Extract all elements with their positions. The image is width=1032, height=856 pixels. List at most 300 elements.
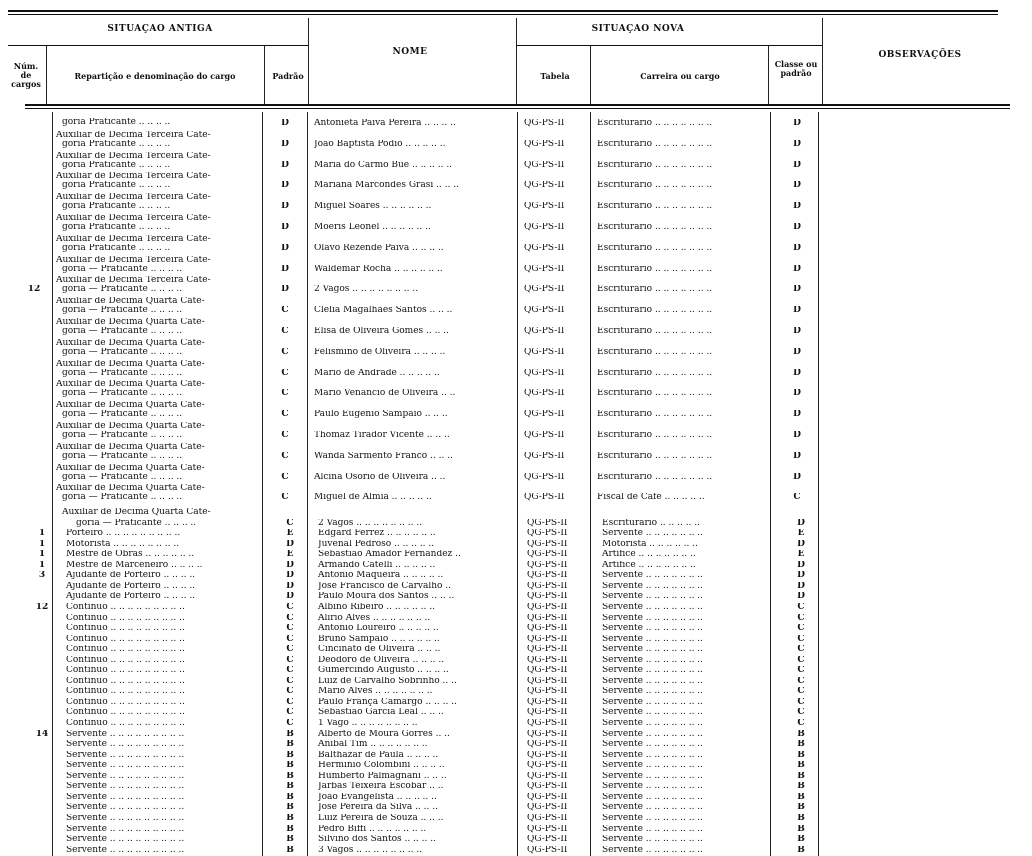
padrao-cell: C xyxy=(286,518,294,528)
padrao-cell: D xyxy=(281,264,289,274)
col-line-num xyxy=(46,46,47,104)
carreira-cell: Servente .. .. .. .. .. .. .. xyxy=(602,771,704,781)
num-cargos-cell: 1 xyxy=(38,550,46,560)
reparticao-cell: goria — Praticante .. .. .. .. xyxy=(76,518,197,528)
nome-cell: José Pereira da Silva .. .. .. xyxy=(318,803,438,813)
padrao-cell: D xyxy=(281,139,289,149)
tabela-cell: QG-PS-II xyxy=(524,389,565,399)
header-classe: Classe ou padrão xyxy=(774,59,818,78)
reparticao-cell: goria — Praticante .. .. .. .. xyxy=(62,389,183,398)
carreira-cell: Escriturário .. .. .. .. .. xyxy=(602,518,701,528)
reparticao-cell: Contínuo .. .. .. .. .. .. .. .. .. xyxy=(66,687,185,696)
classe-cell: B xyxy=(797,792,805,802)
padrao-cell: D xyxy=(281,285,289,295)
tabela-cell: QG-PS-II xyxy=(524,306,565,316)
classe-cell: D xyxy=(793,181,801,191)
reparticao-cell: Contínuo .. .. .. .. .. .. .. .. .. xyxy=(66,708,185,717)
col-line-classe xyxy=(822,18,823,104)
classe-cell: B xyxy=(797,782,805,792)
padrao-cell: D xyxy=(286,581,294,591)
padrao-cell: C xyxy=(286,666,294,676)
body-line-num xyxy=(52,112,53,856)
reparticao-cell: Auxiliar de Décima Quarta Cate- xyxy=(56,401,205,410)
carreira-cell: Escriturário .. .. .. .. .. .. .. xyxy=(597,327,713,336)
reparticao-cell: Contínuo .. .. .. .. .. .. .. .. .. xyxy=(66,666,185,675)
reparticao-cell: goria — Praticante .. .. .. .. xyxy=(62,451,183,461)
padrao-cell: C xyxy=(281,451,289,461)
reparticao-cell: Auxiliar de Décima Terceira Cate- xyxy=(56,130,211,140)
tabela-cell: QG-PS-II xyxy=(527,613,568,623)
classe-cell: D xyxy=(797,518,805,528)
carreira-cell: Escriturário .. .. .. .. .. .. .. xyxy=(597,368,713,378)
reparticao-cell: goria Praticante .. .. .. .. xyxy=(62,243,171,253)
carreira-cell: Escriturário .. .. .. .. .. .. .. xyxy=(597,264,713,274)
reparticao-cell: Auxiliar de Décima Quarta Cate- xyxy=(56,380,205,389)
carreira-cell: Escriturário .. .. .. .. .. .. .. xyxy=(597,389,713,399)
reparticao-cell: Auxiliar de Décima Quarta Cate- xyxy=(56,484,205,493)
classe-cell: C xyxy=(797,687,805,697)
padrao-cell: D xyxy=(286,539,294,549)
carreira-cell: Servente .. .. .. .. .. .. .. xyxy=(602,666,704,676)
classe-cell: C xyxy=(797,624,805,634)
header-nome: NOME xyxy=(392,47,428,57)
nome-cell: Mario de Andrade .. .. .. .. .. xyxy=(314,368,440,378)
padrao-cell: D xyxy=(281,181,289,191)
classe-cell: D xyxy=(793,389,801,399)
carreira-cell: Servente .. .. .. .. .. .. .. xyxy=(602,687,704,697)
nome-cell: Clélia Magalhães Santos .. .. .. xyxy=(314,306,453,316)
classe-cell: D xyxy=(793,472,801,482)
nome-cell: Bruno Sampaio .. .. .. .. .. .. xyxy=(318,634,440,644)
reparticao-cell: Auxiliar de Décima Terceira Cate- xyxy=(56,255,211,265)
header-tabela: Tabela xyxy=(540,71,570,81)
carreira-cell: Escriturário .. .. .. .. .. .. .. xyxy=(597,472,713,482)
reparticao-cell: Contínuo .. .. .. .. .. .. .. .. .. xyxy=(66,645,185,654)
carreira-cell: Servente .. .. .. .. .. .. .. xyxy=(602,835,704,845)
classe-cell: D xyxy=(793,160,801,170)
carreira-cell: Servente .. .. .. .. .. .. .. xyxy=(602,581,704,591)
classe-cell: B xyxy=(797,729,805,739)
body-line-carreira xyxy=(770,112,771,856)
tabela-cell: QG-PS-II xyxy=(524,368,565,378)
reparticao-cell: Servente .. .. .. .. .. .. .. .. .. xyxy=(66,813,185,823)
num-cargos-cell: 14 xyxy=(35,729,49,739)
nome-cell: João Baptista Pódio .. .. .. .. .. xyxy=(314,139,446,149)
nome-cell: Antonio Maqueira .. .. .. .. .. xyxy=(318,571,444,581)
nome-cell: Antonio Loureiro .. .. .. .. .. xyxy=(318,624,439,634)
reparticao-cell: Auxiliar de Décima Quarta Cate- xyxy=(56,338,205,348)
carreira-cell: Servente .. .. .. .. .. .. .. xyxy=(602,803,704,813)
padrao-cell: C xyxy=(286,687,294,697)
tabela-cell: QG-PS-II xyxy=(527,729,568,739)
reparticao-cell: Servente .. .. .. .. .. .. .. .. .. xyxy=(66,835,185,844)
padrao-cell: B xyxy=(286,771,294,781)
padrao-cell: B xyxy=(286,813,294,823)
carreira-cell: Escriturário .. .. .. .. .. .. .. xyxy=(597,410,713,420)
tabela-cell: QG-PS-II xyxy=(524,119,565,128)
padrao-cell: D xyxy=(286,560,294,570)
carreira-cell: Escriturário .. .. .. .. .. .. .. xyxy=(597,223,713,232)
padrao-cell: C xyxy=(281,493,289,503)
reparticao-cell: Ajudante de Porteiro .. .. .. .. xyxy=(66,571,196,580)
tabela-cell: QG-PS-II xyxy=(527,645,568,655)
carreira-cell: Servente .. .. .. .. .. .. .. xyxy=(602,697,704,707)
reparticao-cell: goria Praticante .. .. .. .. xyxy=(62,118,171,127)
carreira-cell: Escriturário .. .. .. .. .. .. .. xyxy=(597,160,713,170)
carreira-cell: Servente .. .. .. .. .. .. .. xyxy=(602,529,704,539)
nome-cell: Wanda Sarmento Franco .. .. .. xyxy=(314,451,453,461)
classe-cell: D xyxy=(797,571,805,581)
reparticao-cell: Servente .. .. .. .. .. .. .. .. .. xyxy=(66,782,185,791)
nome-cell: Maria do Carmo Buê .. .. .. .. .. xyxy=(314,160,453,170)
carreira-cell: Servente .. .. .. .. .. .. .. xyxy=(602,676,704,686)
tabela-cell: QG-PS-II xyxy=(527,634,568,644)
nome-cell: Paulo França Camargo .. .. .. .. xyxy=(318,697,457,707)
nome-cell: 2 Vagos .. .. .. .. .. .. .. .. xyxy=(318,518,423,528)
reparticao-cell: Servente .. .. .. .. .. .. .. .. .. xyxy=(66,792,185,802)
tabela-cell: QG-PS-II xyxy=(527,708,568,718)
reparticao-cell: goria — Praticante .. .. .. .. xyxy=(62,368,183,378)
nome-cell: Jarbas Teixeira Escobar .. .. xyxy=(318,782,444,792)
classe-cell: B xyxy=(797,750,805,760)
reparticao-cell: Contínuo .. .. .. .. .. .. .. .. .. xyxy=(66,634,185,644)
carreira-cell: Servente .. .. .. .. .. .. .. xyxy=(602,655,704,665)
classe-cell: D xyxy=(793,368,801,378)
num-cargos-cell: 1 xyxy=(38,529,46,539)
padrao-cell: C xyxy=(281,368,289,378)
classe-cell: C xyxy=(797,719,805,728)
padrao-cell: D xyxy=(281,243,289,253)
tabela-cell: QG-PS-II xyxy=(527,676,568,686)
reparticao-cell: Auxiliar de Décima Quarta Cate- xyxy=(56,318,205,327)
tabela-cell: QG-PS-II xyxy=(524,451,565,461)
classe-cell: D xyxy=(793,327,801,336)
padrao-cell: D xyxy=(281,202,289,212)
top-rule xyxy=(8,10,998,12)
tabela-cell: QG-PS-II xyxy=(524,410,565,420)
classe-cell: B xyxy=(797,740,805,750)
col-line-nome xyxy=(516,18,517,104)
padrao-cell: B xyxy=(286,729,294,739)
carreira-cell: Fiscal de Café .. .. .. .. .. xyxy=(597,493,705,503)
tabela-cell: QG-PS-II xyxy=(527,571,568,581)
header-mid-rule-left xyxy=(8,45,308,46)
padrao-cell: C xyxy=(281,389,289,399)
tabela-cell: QG-PS-II xyxy=(527,824,568,834)
body-line-reparticao xyxy=(262,112,263,856)
nome-cell: Mariana Marcondes Grasi .. .. .. xyxy=(314,181,459,191)
tabela-cell: QG-PS-II xyxy=(524,431,565,440)
carreira-cell: Servente .. .. .. .. .. .. .. xyxy=(602,571,704,581)
padrao-cell: C xyxy=(286,645,294,655)
tabela-cell: QG-PS-II xyxy=(527,761,568,771)
header-observacoes: OBSERVAÇÕES xyxy=(878,50,962,60)
padrao-cell: D xyxy=(286,592,294,602)
num-cargos-cell: 1 xyxy=(38,539,46,549)
padrao-cell: B xyxy=(286,740,294,750)
carreira-cell: Servente .. .. .. .. .. .. .. xyxy=(602,592,704,602)
carreira-cell: Escriturário .. .. .. .. .. .. .. xyxy=(597,431,713,440)
nome-cell: Edgard Ferrez .. .. .. .. .. .. xyxy=(318,529,436,539)
carreira-cell: Servente .. .. .. .. .. .. .. xyxy=(602,813,704,823)
header-situacao-nova: SITUAÇAO NOVA xyxy=(591,24,685,34)
nome-cell: Anibal Tim .. .. .. .. .. .. .. xyxy=(318,740,428,750)
body-line-tabela xyxy=(590,112,591,856)
padrao-cell: B xyxy=(286,803,294,813)
tabela-cell: QG-PS-II xyxy=(524,472,565,482)
carreira-cell: Servente .. .. .. .. .. .. .. xyxy=(602,761,704,771)
tabela-cell: QG-PS-II xyxy=(524,139,565,149)
classe-cell: D xyxy=(793,431,801,440)
header-bottom-rule xyxy=(25,104,1010,106)
tabela-cell: QG-PS-II xyxy=(527,560,568,570)
header-mid-rule-right xyxy=(516,45,822,46)
reparticao-cell: Auxiliar de Décima Terceira Cate- xyxy=(56,172,211,181)
padrao-cell: B xyxy=(286,761,294,771)
col-line-carreira xyxy=(768,46,769,104)
body-line-padrao xyxy=(307,112,308,856)
carreira-cell: Escriturário .. .. .. .. .. .. .. xyxy=(597,306,713,316)
nome-cell: Elisa de Oliveira Gomes .. .. .. xyxy=(314,327,449,336)
reparticao-cell: Auxiliar de Décima Quarta Cate- xyxy=(56,442,205,452)
nome-cell: Paulo Moura dos Santos .. .. .. xyxy=(318,592,455,602)
carreira-cell: Escriturário .. .. .. .. .. .. .. xyxy=(597,243,713,253)
carreira-cell: Artífice .. .. .. .. .. .. .. xyxy=(602,550,696,560)
tabela-cell: QG-PS-II xyxy=(527,687,568,697)
carreira-cell: Servente .. .. .. .. .. .. .. xyxy=(602,782,704,792)
padrao-cell: C xyxy=(286,697,294,707)
classe-cell: D xyxy=(793,243,801,253)
tabela-cell: QG-PS-II xyxy=(527,750,568,760)
reparticao-cell: goria Praticante .. .. .. .. xyxy=(62,181,171,190)
nome-cell: Miguel de Almia .. .. .. .. .. xyxy=(314,493,432,503)
classe-cell: D xyxy=(797,539,805,549)
header-situacao-antiga: SITUAÇAO ANTIGA xyxy=(107,24,213,34)
padrao-cell: C xyxy=(286,602,294,612)
classe-cell: D xyxy=(793,410,801,420)
header-reparticao: Repartição e denominação do cargo xyxy=(74,71,236,81)
nome-cell: 1 Vago .. .. .. .. .. .. .. .. xyxy=(318,719,418,728)
nome-cell: Alirio Alves .. .. .. .. .. .. .. xyxy=(318,613,431,623)
tabela-cell: QG-PS-II xyxy=(527,602,568,612)
nome-cell: Mario Alves .. .. .. .. .. .. .. xyxy=(318,687,433,697)
classe-cell: D xyxy=(793,306,801,316)
padrao-cell: C xyxy=(281,410,289,420)
num-cargos-cell: 3 xyxy=(38,571,46,581)
body-line-classe xyxy=(818,112,819,856)
padrao-cell: B xyxy=(286,824,294,834)
tabela-cell: QG-PS-II xyxy=(527,529,568,539)
tabela-cell: QG-PS-II xyxy=(524,181,565,191)
tabela-cell: QG-PS-II xyxy=(524,264,565,274)
padrao-cell: C xyxy=(286,719,294,728)
reparticao-cell: Servente .. .. .. .. .. .. .. .. .. xyxy=(66,761,185,770)
classe-cell: D xyxy=(797,581,805,591)
tabela-cell: QG-PS-II xyxy=(524,347,565,357)
reparticao-cell: Servente .. .. .. .. .. .. .. .. .. xyxy=(66,824,185,833)
reparticao-cell: Contínuo .. .. .. .. .. .. .. .. .. xyxy=(66,602,185,612)
nome-cell: Olavo Rezende Paiva .. .. .. .. xyxy=(314,243,444,253)
reparticao-cell: Servente .. .. .. .. .. .. .. .. .. xyxy=(66,803,185,812)
classe-cell: D xyxy=(793,139,801,149)
tabela-cell: QG-PS-II xyxy=(527,666,568,676)
classe-cell: B xyxy=(797,761,805,771)
classe-cell: C xyxy=(797,697,805,707)
padrao-cell: B xyxy=(286,782,294,792)
classe-cell: E xyxy=(797,529,805,539)
padrao-cell: C xyxy=(286,613,294,623)
nome-cell: 3 Vagos .. .. .. .. .. .. .. .. xyxy=(318,845,423,855)
carreira-cell: Escriturário .. .. .. .. .. .. .. xyxy=(597,347,713,357)
reparticao-cell: goria — Praticante .. .. .. .. xyxy=(62,306,183,315)
nome-cell: José Francisco de Carvalho .. xyxy=(318,581,452,591)
reparticao-cell: goria — Praticante .. .. .. .. xyxy=(62,327,183,336)
padrao-cell: C xyxy=(281,327,289,336)
padrao-cell: D xyxy=(281,160,289,170)
carreira-cell: Servente .. .. .. .. .. .. .. xyxy=(602,729,704,739)
carreira-cell: Escriturário .. .. .. .. .. .. .. xyxy=(597,181,713,191)
nome-cell: Deodoro de Oliveira .. .. .. .. xyxy=(318,655,445,665)
reparticao-cell: Auxiliar de Décima Quarta Cate- xyxy=(56,359,205,369)
classe-cell: C xyxy=(793,493,801,503)
reparticao-cell: Servente .. .. .. .. .. .. .. .. .. xyxy=(66,750,185,760)
nome-cell: Sebastião Garcia Leal .. .. .. xyxy=(318,708,444,718)
padrao-cell: D xyxy=(286,571,294,581)
classe-cell: C xyxy=(797,655,805,665)
padrao-cell: C xyxy=(281,306,289,316)
nome-cell: Luiz Pereira de Souza .. .. .. xyxy=(318,813,444,823)
reparticao-cell: goria Praticante .. .. .. .. xyxy=(62,139,171,149)
tabela-cell: QG-PS-II xyxy=(527,624,568,634)
num-cargos-cell: 12 xyxy=(35,602,49,612)
carreira-cell: Servente .. .. .. .. .. .. .. xyxy=(602,845,704,855)
classe-cell: D xyxy=(793,347,801,357)
reparticao-cell: Mestre de Obras .. .. .. .. .. .. xyxy=(66,550,195,559)
carreira-cell: Escriturário .. .. .. .. .. .. .. xyxy=(597,202,713,212)
padrao-cell: C xyxy=(286,624,294,634)
carreira-cell: Servente .. .. .. .. .. .. .. xyxy=(602,824,704,834)
nome-cell: Miguel Soares .. .. .. .. .. .. xyxy=(314,202,432,212)
classe-cell: D xyxy=(793,264,801,274)
tabela-cell: QG-PS-II xyxy=(524,243,565,253)
carreira-cell: Servente .. .. .. .. .. .. .. xyxy=(602,740,704,750)
nome-cell: Luiz de Carvalho Sobrinho .. .. xyxy=(318,676,457,686)
tabela-cell: QG-PS-II xyxy=(527,771,568,781)
num-cargos-cell: 12 xyxy=(27,285,41,295)
classe-cell: D xyxy=(793,451,801,461)
carreira-cell: Escriturário .. .. .. .. .. .. .. xyxy=(597,139,713,149)
nome-cell: Herminio Colombini .. .. .. .. xyxy=(318,761,445,771)
tabela-cell: QG-PS-II xyxy=(527,740,568,750)
header-padrao: Padrão xyxy=(272,71,304,81)
reparticao-cell: Contínuo .. .. .. .. .. .. .. .. .. xyxy=(66,624,185,633)
classe-cell: C xyxy=(797,676,805,686)
nome-cell: Gumercindo Augusto .. .. .. .. xyxy=(318,666,449,676)
padrao-cell: B xyxy=(286,835,294,845)
classe-cell: D xyxy=(793,285,801,295)
reparticao-cell: Porteiro .. .. .. .. .. .. .. .. .. xyxy=(66,529,181,538)
classe-cell: C xyxy=(797,602,805,612)
header-carreira: Carreira ou cargo xyxy=(640,71,720,81)
carreira-cell: Escriturário .. .. .. .. .. .. .. xyxy=(597,285,713,295)
nome-cell: Cincinato de Oliveira .. .. .. xyxy=(318,645,441,655)
padrao-cell: C xyxy=(286,655,294,665)
tabela-cell: QG-PS-II xyxy=(524,285,565,295)
reparticao-cell: goria — Praticante .. .. .. .. xyxy=(62,410,183,419)
reparticao-cell: Auxiliar de Décima Quarta Cate- xyxy=(56,463,205,473)
num-cargos-cell: 1 xyxy=(38,560,46,570)
nome-cell: Armando Catelli .. .. .. .. .. xyxy=(318,560,436,570)
reparticao-cell: goria — Praticante .. .. .. .. xyxy=(62,264,183,274)
header-num-cargos: Núm. de cargos xyxy=(11,61,41,89)
carreira-cell: Servente .. .. .. .. .. .. .. xyxy=(602,613,704,623)
reparticao-cell: Contínuo .. .. .. .. .. .. .. .. .. xyxy=(66,655,185,665)
reparticao-cell: Contínuo .. .. .. .. .. .. .. .. .. xyxy=(66,719,185,728)
nome-cell: Felismino de Oliveira .. .. .. .. xyxy=(314,347,446,357)
reparticao-cell: Auxiliar de Décima Terceira Cate- xyxy=(56,276,211,285)
padrao-cell: C xyxy=(286,676,294,686)
tabela-cell: QG-PS-II xyxy=(527,581,568,591)
classe-cell: D xyxy=(793,119,801,128)
tabela-cell: QG-PS-II xyxy=(527,550,568,560)
tabela-cell: QG-PS-II xyxy=(524,160,565,170)
tabela-cell: QG-PS-II xyxy=(527,719,568,728)
col-line-padrao xyxy=(308,18,309,104)
reparticao-cell: Auxiliar de Décima Terceira Cate- xyxy=(56,234,211,244)
tabela-cell: QG-PS-II xyxy=(527,518,568,528)
padrao-cell: D xyxy=(281,223,289,232)
reparticao-cell: Auxiliar de Décima Terceira Cate- xyxy=(56,193,211,202)
carreira-cell: Servente .. .. .. .. .. .. .. xyxy=(602,719,704,728)
classe-cell: C xyxy=(797,613,805,623)
tabela-cell: QG-PS-II xyxy=(524,202,565,212)
reparticao-cell: goria Praticante .. .. .. .. xyxy=(62,223,171,232)
classe-cell: E xyxy=(797,550,805,560)
reparticao-cell: Auxiliar de Décima Terceira Cate- xyxy=(56,214,211,223)
reparticao-cell: Ajudante de Porteiro .. .. .. .. xyxy=(66,592,196,601)
reparticao-cell: Mestre de Marceneiro .. .. .. .. xyxy=(66,560,203,570)
classe-cell: B xyxy=(797,835,805,845)
tabela-cell: QG-PS-II xyxy=(527,845,568,855)
tabela-cell: QG-PS-II xyxy=(527,592,568,602)
reparticao-cell: goria — Praticante .. .. .. .. xyxy=(62,472,183,482)
classe-cell: D xyxy=(797,560,805,570)
nome-cell: Antonieta Paiva Pereira .. .. .. .. xyxy=(314,119,456,128)
reparticao-cell: Contínuo .. .. .. .. .. .. .. .. .. xyxy=(66,676,185,686)
body-line-nome xyxy=(517,112,518,856)
classe-cell: B xyxy=(797,813,805,823)
reparticao-cell: goria — Praticante .. .. .. .. xyxy=(62,493,183,502)
classe-cell: D xyxy=(797,592,805,602)
nome-cell: Alberto de Moura Gorres .. .. xyxy=(318,729,450,739)
padrao-cell: B xyxy=(286,792,294,802)
nome-cell: Balthazar de Paula .. .. .. .. xyxy=(318,750,439,760)
reparticao-cell: Contínuo .. .. .. .. .. .. .. .. .. xyxy=(66,613,185,622)
reparticao-cell: Servente .. .. .. .. .. .. .. .. .. xyxy=(66,729,185,739)
nome-cell: Paulo Eugenio Sampaio .. .. .. xyxy=(314,410,448,420)
padrao-cell: C xyxy=(286,634,294,644)
nome-cell: Silvino dos Santos .. .. .. .. xyxy=(318,835,436,845)
padrao-cell: B xyxy=(286,750,294,760)
tabela-cell: QG-PS-II xyxy=(527,792,568,802)
classe-cell: D xyxy=(793,223,801,232)
reparticao-cell: Ajudante de Porteiro .. .. .. .. xyxy=(66,581,196,591)
classe-cell: D xyxy=(793,202,801,212)
nome-cell: Moeris Leonel .. .. .. .. .. .. xyxy=(314,223,431,232)
reparticao-cell: goria Praticante .. .. .. .. xyxy=(62,202,171,211)
padrao-cell: C xyxy=(286,708,294,718)
padrao-cell: E xyxy=(286,529,294,539)
